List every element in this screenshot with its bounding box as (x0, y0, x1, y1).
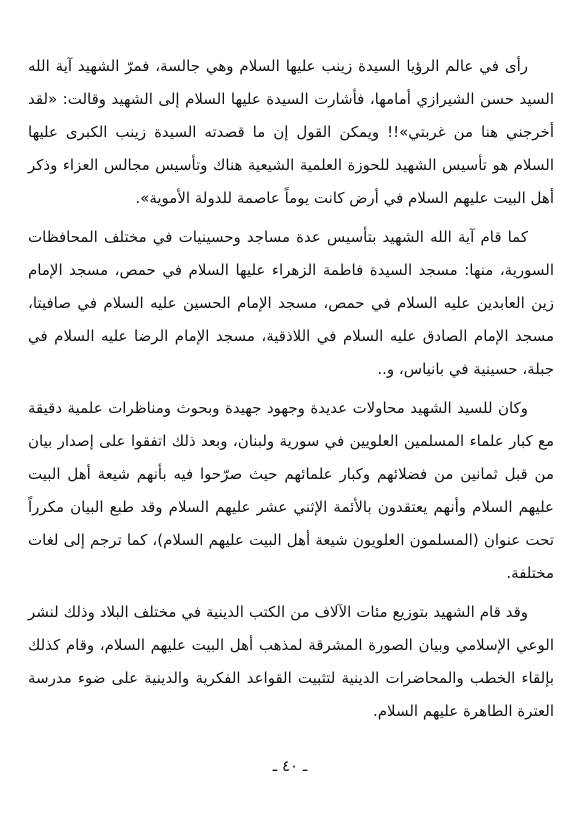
page-number: ـ ٤٠ ـ (272, 757, 308, 775)
paragraph-vision: رأى في عالم الرؤيا السيدة زينب عليها السلام وهي جالسة، فمرّ الشهيد آية الله السيد حسن الشيرازي أمامها، فأشارت السيدة عليها السلام إلى الشهيد وقالت: «لقد أخرجني هنا من غربتي»!! ويمكن القول إن ما قصدته السيدة زينب الكبرى عليها السلام هو تأسيس الشهيد للحوزة العلمية الشيعية هناك وتأسيس مجالس العزاء وذكر أهل البيت عليهم السلام في أرض كانت يوماً عاصمة للدولة الأموية». (28, 57, 554, 207)
page-body (28, 50, 554, 728)
paragraph-alawite-statement: وكان للسيد الشهيد محاولات عديدة وجهود جهيدة وبحوث ومناظرات علمية دقيقة مع كبار علماء المسلمين العلويين في سورية ولبنان، وبعد ذلك اتفقوا على إصدار بيان من قبل ثمانين من فضلائهم وكبار علمائهم حيث صرّحوا فيه بأنهم شيعة أهل البيت عليهم السلام وأنهم يعتقدون بالأئمة الإثني عشر عليهم السلام وقد طبع البيان مكرراً تحت عنوان (المسلمون العلويون شيعة أهل البيت عليهم السلام)، كما ترجم إلى لغات مختلفة. (28, 399, 554, 582)
paragraph-mosques: كما قام آية الله الشهيد بتأسيس عدة مساجد وحسينيات في مختلف المحافظات السورية، منها: مسجد السيدة فاطمة الزهراء عليها السلام في حمص، مسجد الإمام زين العابدين عليه السلام في حمص، مسجد الإمام الحسين عليه السلام في صافيتا، مسجد الإمام الصادق عليه السلام في اللاذقية، مسجد الإمام الرضا عليه السلام في جبلة، حسينية في بانياس، و.. (28, 228, 554, 378)
paragraph-book-distribution: وقد قام الشهيد بتوزيع مئات الآلاف من الكتب الدينية في مختلف البلاد وذلك لنشر الوعي الإسلامي وبيان الصورة المشرقة لمذهب أهل البيت عليهم السلام، وقام كذلك بإلقاء الخطب والمحاضرات الدينية لتثبيت القواعد الفكرية والدينية على ضوء مدرسة العترة الطاهرة عليهم السلام. (28, 603, 554, 720)
